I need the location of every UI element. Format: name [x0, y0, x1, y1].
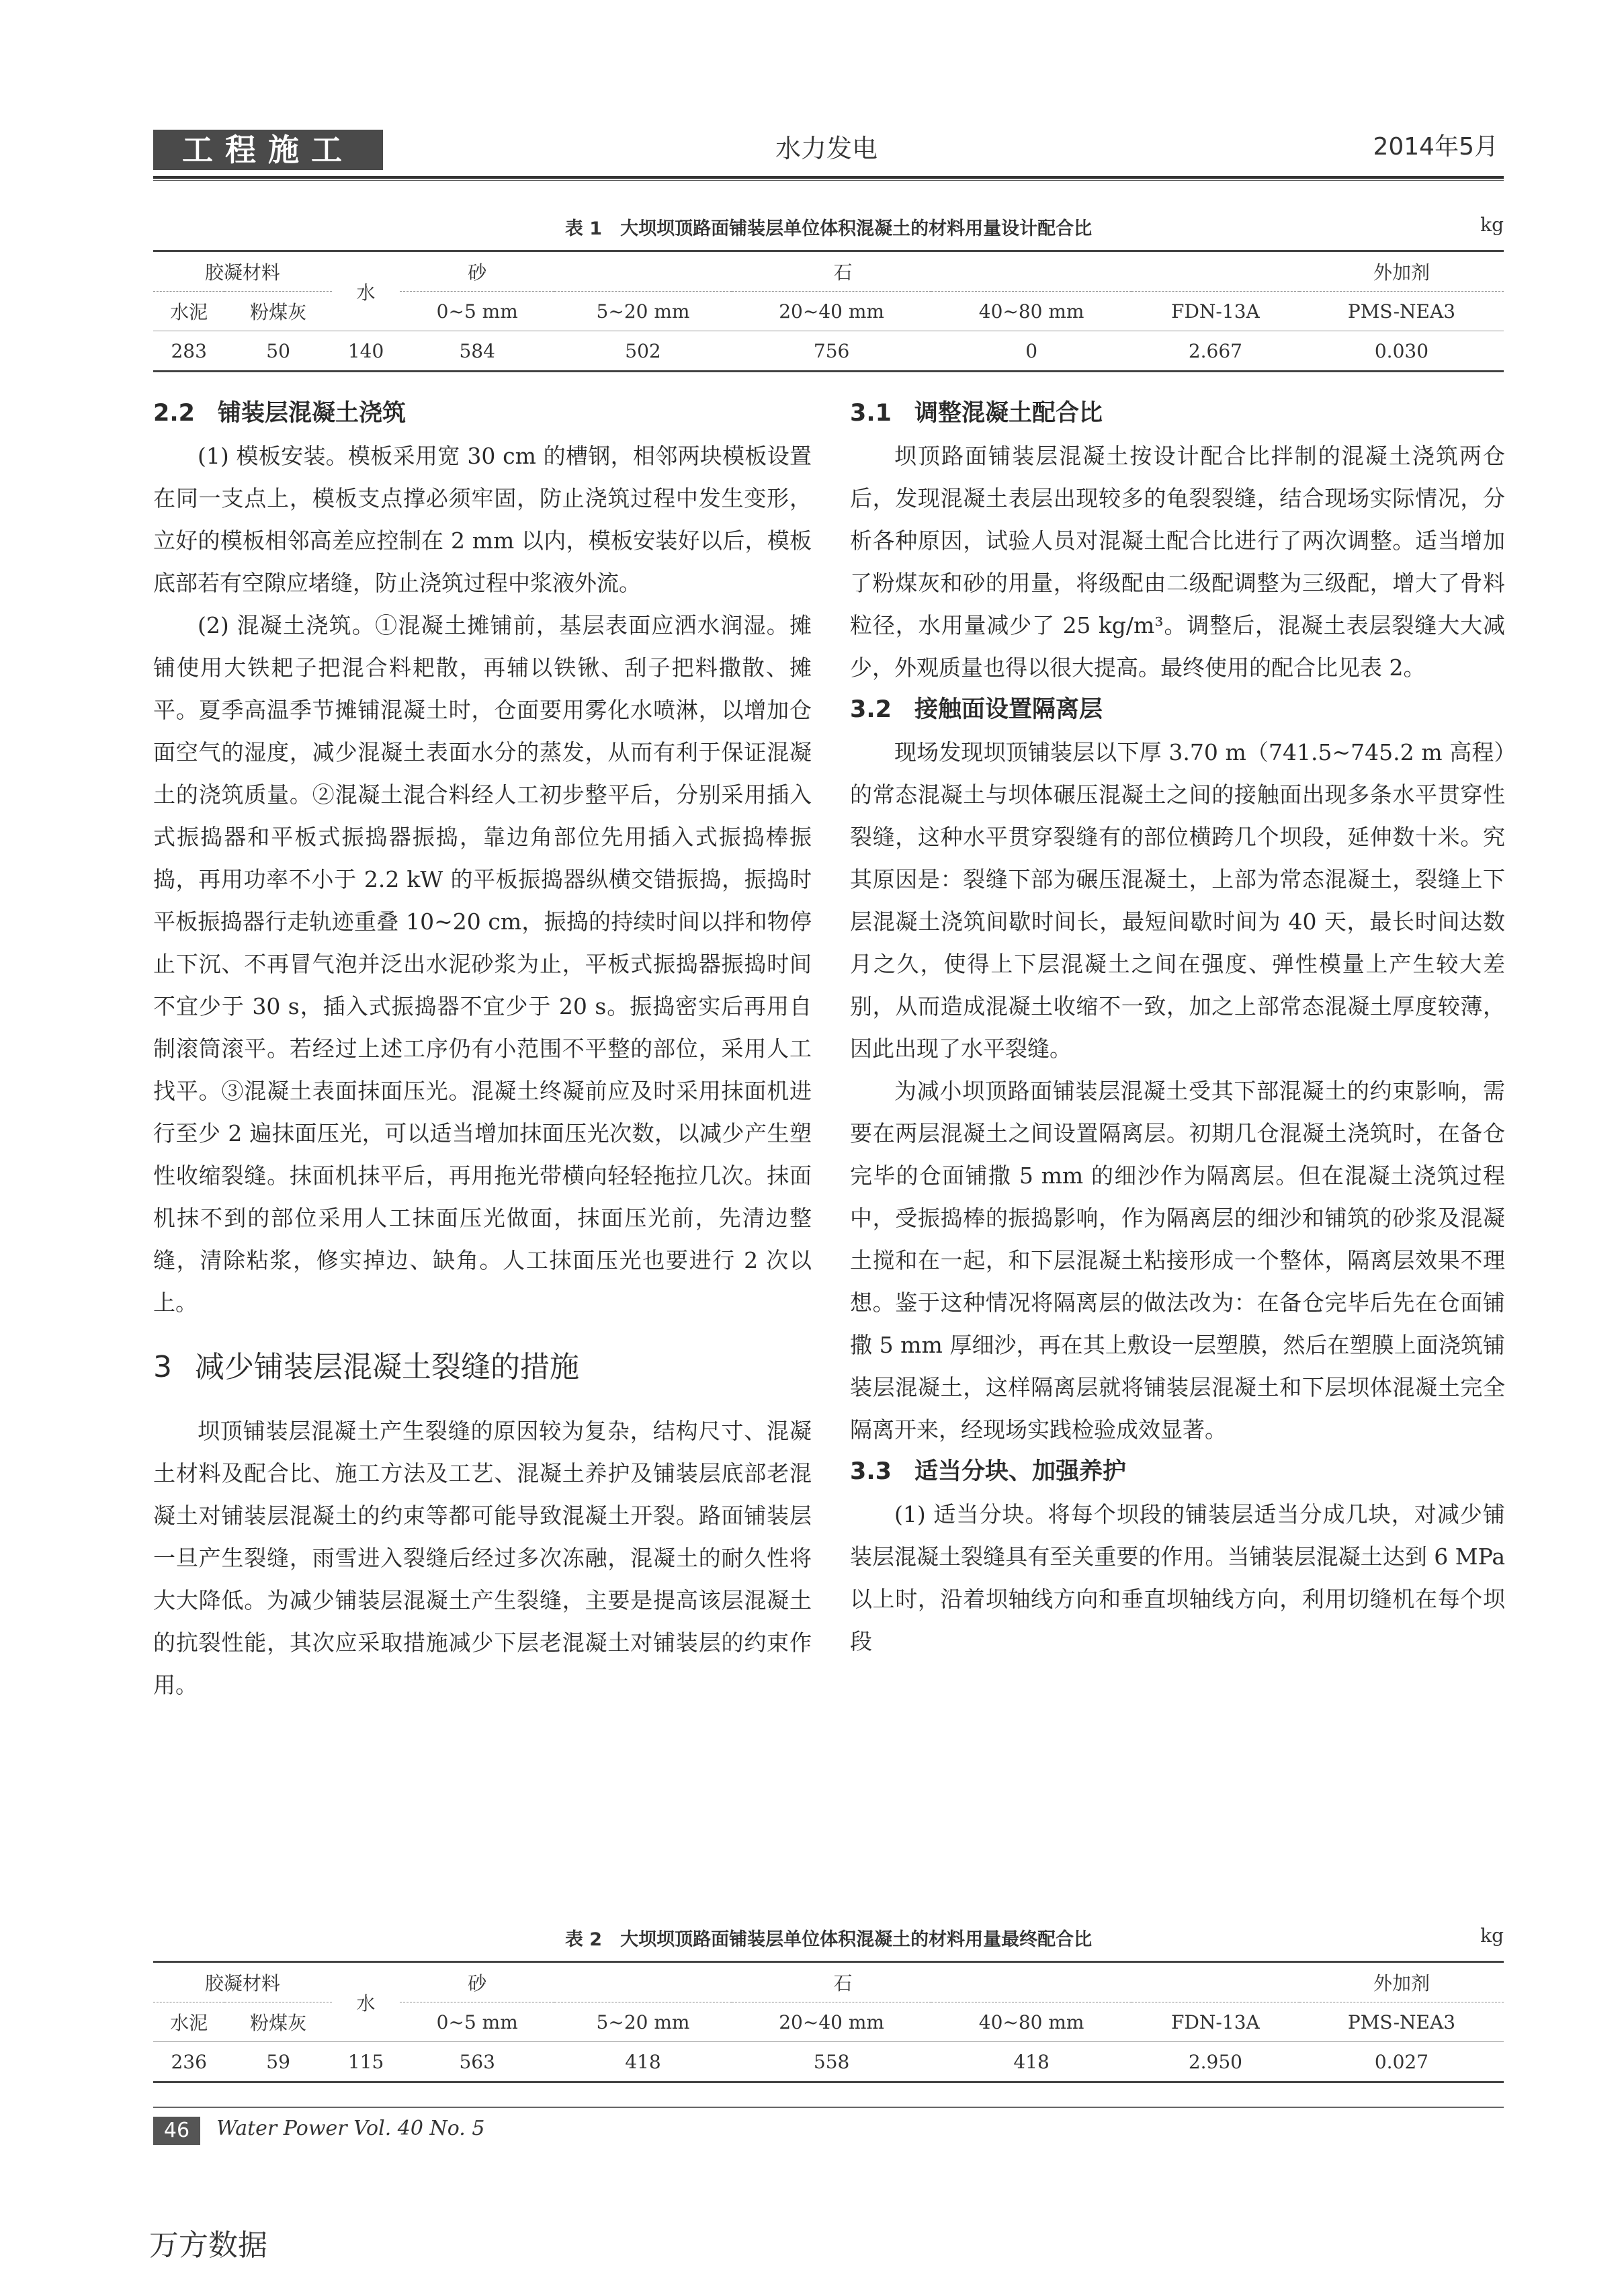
table1-cell: 2.667 [1131, 331, 1299, 372]
section-number: 2.2 [153, 400, 196, 427]
table1 [153, 250, 1504, 372]
table2-subheader: 水泥 [153, 2002, 224, 2042]
journal-title: 水力发电 [775, 134, 878, 163]
table1-subheader: FDN-13A [1131, 292, 1299, 331]
table2-cell: 115 [332, 2042, 400, 2082]
section-2-2-heading [153, 392, 812, 435]
table2-header-admixture: 外加剂 [1299, 1962, 1504, 2002]
table1-value-row [153, 331, 1504, 372]
table2 [153, 1961, 1504, 2083]
footer-journal: Water Power Vol. 40 No. 5 [216, 2117, 485, 2140]
table1-cell: 50 [224, 331, 331, 372]
table2-subheader: 0~5 mm [400, 2002, 554, 2042]
table1-cell: 283 [153, 331, 224, 372]
table2-header-water: 水 [332, 1962, 400, 2042]
table2-value-row [153, 2042, 1504, 2082]
section-title: 调整混凝土配合比 [914, 400, 1103, 427]
header-rule-thin [153, 180, 1504, 181]
footer-rule [153, 2107, 1504, 2108]
section-title: 适当分块、加强养护 [914, 1458, 1127, 1485]
section-title: 铺装层混凝土浇筑 [218, 400, 407, 427]
section-3-1-heading [850, 392, 1505, 435]
section-3-heading [153, 1344, 812, 1391]
table1-subheader: 0~5 mm [400, 292, 554, 331]
paragraph: 现场发现坝顶铺装层以下厚 3.70 m（741.5~745.2 m 高程）的常态混凝土与坝体碾压混凝土之间的接触面出现多条水平贯穿性裂缝，这种水平贯穿裂缝有的部位横跨几个坝段，延伸数十米。究其原因是：裂缝下部为碾压混凝土，上部为常态混凝土，裂缝上下层混凝土浇筑间歇时间长，最短间歇时间为 40 天，最长时间达数月之久，使得上下层混凝土之间在强度、弹性模量上产生较大差别，从而造成混凝土收缩不一致，加之上部常态混凝土厚度较薄，因此出现了水平裂缝。 [850, 739, 1505, 1062]
section-number: 3.2 [850, 696, 892, 723]
table1-cell: 756 [732, 331, 932, 372]
table2-header-binder: 胶凝材料 [153, 1962, 332, 2002]
table1-header-admixture: 外加剂 [1299, 251, 1504, 292]
table2-cell: 236 [153, 2042, 224, 2082]
paragraph: (1) 适当分块。将每个坝段的铺装层适当分成几块，对减少铺装层混凝土裂缝具有至关重要的作用。当铺装层混凝土达到 6 MPa 以上时，沿着坝轴线方向和垂直坝轴线方向，利用切缝机在每个坝段 [850, 1501, 1505, 1654]
table2-caption: 表 2 大坝坝顶路面铺装层单位体积混凝土的材料用量最终配合比 [564, 1929, 1093, 1950]
paragraph: 坝顶铺装层混凝土产生裂缝的原因较为复杂，结构尺寸、混凝土材料及配合比、施工方法及工艺、混凝土养护及铺装层底部老混凝土对铺装层混凝土的约束等都可能导致混凝土开裂。路面铺装层一旦产生裂缝，雨雪进入裂缝后经过多次冻融，混凝土的耐久性将大大降低。为减少铺装层混凝土产生裂缝，主要是提高该层混凝土的抗裂性能，其次应采取措施减少下层老混凝土对铺装层的约束作用。 [153, 1418, 812, 1698]
section-number: 3.1 [850, 400, 892, 427]
section-number: 3 [153, 1350, 172, 1384]
table2-subheader: 40~80 mm [931, 2002, 1131, 2042]
table1-subheader: 水泥 [153, 292, 224, 331]
table2-subheader: 粉煤灰 [224, 2002, 331, 2042]
section-badge: 工程施工 [153, 130, 383, 170]
table1-subheader: 20~40 mm [732, 292, 932, 331]
page-number: 46 [153, 2117, 200, 2145]
table1-cell: 0 [931, 331, 1131, 372]
table2-subheader: 20~40 mm [732, 2002, 932, 2042]
table2-header-stone: 石 [554, 1962, 1131, 2002]
table2-cell: 418 [931, 2042, 1131, 2082]
table1-cell: 584 [400, 331, 554, 372]
table1-subheader: 粉煤灰 [224, 292, 331, 331]
table1-header-binder: 胶凝材料 [153, 251, 332, 292]
table2-subheader: 5~20 mm [554, 2002, 732, 2042]
table2-unit: kg [1480, 1925, 1504, 1947]
paragraph: (1) 模板安装。模板采用宽 30 cm 的槽钢，相邻两块模板设置在同一支点上，模板支点撑必须牢固，防止浇筑过程中发生变形，立好的模板相邻高差应控制在 2 mm 以内，模板安装好以后，模板底部若有空隙应堵缝，防止浇筑过程中浆液外流。 [153, 443, 812, 596]
table2-cell: 2.950 [1131, 2042, 1299, 2082]
table1-header-sand: 砂 [400, 251, 554, 292]
table1-subheader: PMS-NEA3 [1299, 292, 1504, 331]
table1-header-stone: 石 [554, 251, 1131, 292]
paragraph: 坝顶路面铺装层混凝土按设计配合比拌制的混凝土浇筑两仓后，发现混凝土表层出现较多的龟裂裂缝，结合现场实际情况，分析各种原因，试验人员对混凝土配合比进行了两次调整。适当增加了粉煤灰和砂的用量，将级配由二级配调整为三级配，增大了骨料粒径，水用量减少了 25 kg/m³。调整后，混凝土表层裂缝大大减少，外观质量也得以很大提高。最终使用的配合比见表 2。 [850, 443, 1505, 681]
table1-header-water: 水 [332, 251, 400, 331]
table2-cell: 0.027 [1299, 2042, 1504, 2082]
table1-cell: 502 [554, 331, 732, 372]
table2-group-header-row [153, 1962, 1504, 2002]
section-3-2-heading [850, 689, 1505, 731]
table1-unit: kg [1480, 214, 1504, 236]
table2-subheader: PMS-NEA3 [1299, 2002, 1504, 2042]
section-3-3-heading [850, 1451, 1505, 1493]
paragraph: (2) 混凝土浇筑。①混凝土摊铺前，基层表面应洒水润湿。摊铺使用大铁耙子把混合料耙散，再辅以铁锹、刮子把料撒散、摊平。夏季高温季节摊铺混凝土时，仓面要用雾化水喷淋，以增加仓面空气的湿度，减少混凝土表面水分的蒸发，从而有利于保证混凝土的浇筑质量。②混凝土混合料经人工初步整平后，分别采用插入式振捣器和平板式振捣器振捣，靠边角部位先用插入式振捣棒振捣，再用功率不小于 2.2 kW 的平板振捣器纵横交错振捣，振捣时平板振捣器行走轨迹重叠 10~20 cm，振捣的持续时间以拌和物停止下沉、不再冒气泡并泛出水泥砂浆为止，平板式振捣器振捣时间不宜少于 30 s，插入式振捣器不宜少于 20 s。振捣密实后再用自制滚筒滚平。若经过上述工序仍有小范围不平整的部位，采用人工找平。③混凝土表面抹面压光。混凝土终凝前应及时采用抹面机进行至少 2 遍抹面压光，可以适当增加抹面压光次数，以减少产生塑性收缩裂缝。抹面机抹平后，再用拖光带横向轻轻拖拉几次。抹面机抹不到的部位采用人工抹面压光做面，抹面压光前，先清边整缝，清除粘浆，修实掉边、缺角。人工抹面压光也要进行 2 次以上。 [153, 612, 812, 1316]
table2-cell: 558 [732, 2042, 932, 2082]
table1-caption: 表 1 大坝坝顶路面铺装层单位体积混凝土的材料用量设计配合比 [564, 218, 1093, 239]
table1-group-header-row [153, 251, 1504, 292]
table2-cell: 59 [224, 2042, 331, 2082]
paragraph: 为减小坝顶路面铺装层混凝土受其下部混凝土的约束影响，需要在两层混凝土之间设置隔离层。初期几仓混凝土浇筑时，在备仓完毕的仓面铺撒 5 mm 的细沙作为隔离层。但在混凝土浇筑过程中，受振捣棒的振捣影响，作为隔离层的细沙和铺筑的砂浆及混凝土搅和在一起，和下层混凝土粘接形成一个整体，隔离层效果不理想。鉴于这种情况将隔离层的做法改为：在备仓完毕后先在仓面铺撒 5 mm 厚细沙，再在其上敷设一层塑膜，然后在塑膜上面浇筑铺装层混凝土，这样隔离层就将铺装层混凝土和下层坝体混凝土完全隔离开来，经现场实践检验成效显著。 [850, 1078, 1505, 1443]
table1-subheader: 40~80 mm [931, 292, 1131, 331]
section-title: 接触面设置隔离层 [914, 696, 1103, 723]
watermark: 万方数据 [149, 2228, 267, 2263]
section-title: 减少铺装层混凝土裂缝的措施 [195, 1350, 579, 1384]
table1-cell: 0.030 [1299, 331, 1504, 372]
table2-subheader: FDN-13A [1131, 2002, 1299, 2042]
table1-subheader: 5~20 mm [554, 292, 732, 331]
table2-header-sand: 砂 [400, 1962, 554, 2002]
table2-cell: 563 [400, 2042, 554, 2082]
issue-date: 2014年5月 [1373, 133, 1498, 161]
table1-cell: 140 [332, 331, 400, 372]
section-number: 3.3 [850, 1458, 892, 1485]
left-column [153, 392, 812, 1706]
header-rule [153, 176, 1504, 179]
right-column [850, 392, 1505, 1662]
table2-cell: 418 [554, 2042, 732, 2082]
